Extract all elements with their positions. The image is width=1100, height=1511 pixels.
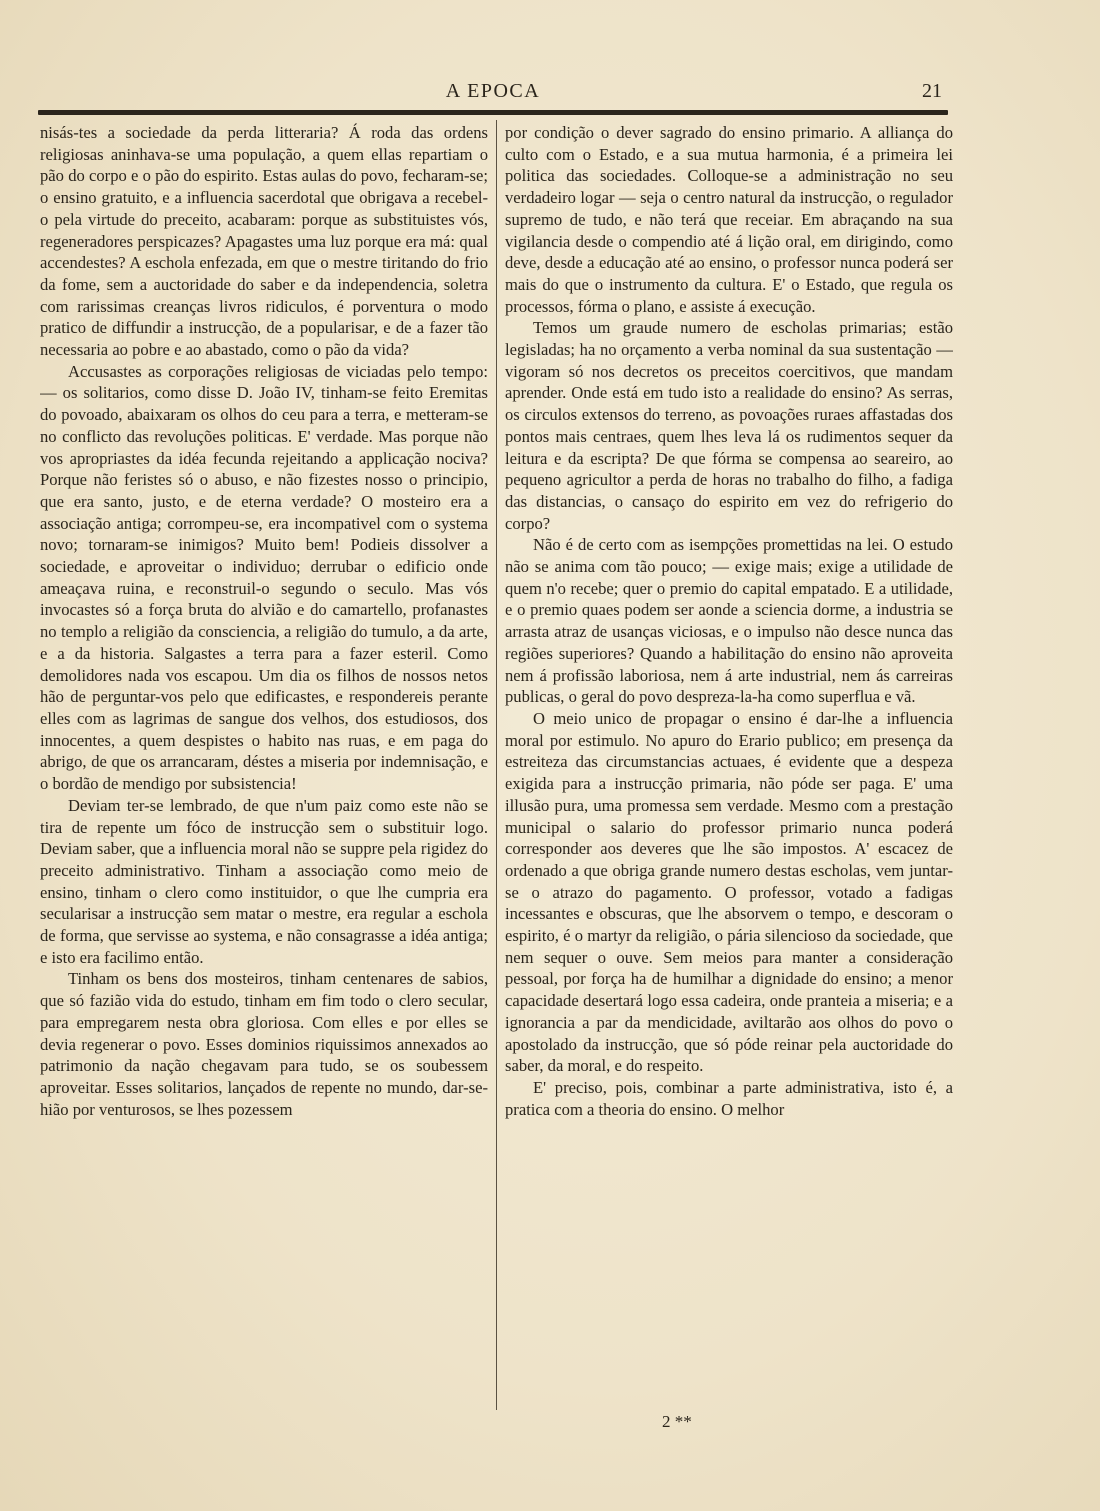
paragraph: Tinham os bens dos mosteiros, tinham centenares de sabios, que só fazião vida do estudo, tinham em fim todo o clero secular, para empregarem nesta obra gloriosa. Com elles e por elles se devia regenerar o povo. Esses dominios riquissimos annexados ao patrimonio da nação chegavam para tudo, se os soubessem aproveitar. Esses solitarios, lançados de repente no mundo, dar-se-hião por venturosos, se lhes pozessem	[40, 969, 488, 1119]
left-column	[40, 122, 488, 1414]
column-divider	[496, 120, 497, 1410]
paragraph: O meio unico de propagar o ensino é dar-lhe a influencia moral por estimulo. No apuro do Erario publico; em presença da estreiteza das circumstancias actuaes, é evidente que a despeza exigida para a instrucção primaria, não póde ser paga. E' uma illusão pura, uma promessa sem verdade. Mesmo com a prestação municipal o salario do professor primario nunca poderá corresponder aos deveres que lhe são impostos. A' escacez de ordenado a que obriga grande numero destas escholas, vem juntar-se o atrazo do pagamento. O professor, votado a fadigas incessantes e obscuras, que lhe absorvem o tempo, e descoram o espirito, é o martyr da religião, o pária silencioso da sociedade, que nem sequer o ouve. Sem meios para manter a consideração pessoal, por força ha de humilhar a dignidade do ensino; a menor capacidade desertará logo essa cadeira, onde pranteia a miseria; e a ignorancia a par da mendicidade, aviltarão aos olhos do povo o apostolado da instrucção, que só póde reinar pela auctoridade do saber, da moral, e do respeito.	[505, 708, 953, 1076]
paragraph: E' preciso, pois, combinar a parte administrativa, isto é, a pratica com a theoria do ensino. O melhor	[505, 1077, 953, 1119]
paragraph: Accusastes as corporações religiosas de viciadas pelo tempo: — os solitarios, como disse D. João IV, tinham-se feito Eremitas do povoado, abaixaram os olhos do ceu para a terra, e metteram-se no conflicto das revoluções politicas. E' verdade. Mas porque não vos apropriastes da idéa fecunda rejeitando a applicação nociva? Porque não feristes só o abuso, e não fizestes nosso o principio, que era santo, justo, e de eterna verdade? O mosteiro era a associação antiga; corrompeu-se, era incompativel com o systema novo; tornaram-se inimigos? Muito bem! Podieis dissolver a sociedade, e aproveitar o individuo; derrubar o edificio onde ameaçava ruina, e reconstruil-o segundo o seculo. Mas vós invocastes só a força bruta do alvião e do camartello, profanastes no templo a religião da consciencia, a religião do tumulo, a da arte, e a da historia. Salgastes a terra para a fazer esteril. Como demolidores nada vos escapou. Um dia os filhos de nossos netos hão de perguntar-vos pelo que edificastes, e respondereis perante elles com as lagrimas de sangue dos velhos, dos estudiosos, dos innocentes, a quem despistes o habito nas ruas, e em paga do abrigo, de que os arrancaram, déstes a miseria por indemnisação, e o bordão de mendigo por subsistencia!	[40, 361, 488, 794]
paragraph: por condição o dever sagrado do ensino primario. A alliança do culto com o Estado, e a sua mutua harmonia, é a primeira lei politica das sociedades. Colloque-se a administração no seu verdadeiro logar — seja o centro natural da instrucção, o regulador supremo de tudo, e não terá que receiar. Em abraçando na sua vigilancia desde o compendio até á lição oral, em dirigindo, como deve, desde a educação até ao ensino, o professor nunca poderá ser mais do que o instrumento da cultura. E' o Estado, que regula os processos, fórma o plano, e assiste á execução.	[505, 123, 953, 316]
right-column	[505, 122, 953, 1414]
running-title: A EPOCA	[445, 80, 541, 102]
page-header	[38, 80, 948, 108]
paragraph: Não é de certo com as isempções promettidas na lei. O estudo não se anima com tão pouco; — exige mais; exige a utilidade de quem n'o recebe; quer o premio do capital empatado. E a utilidade, e o premio quaes podem ser aonde a sciencia dorme, a industria se arrasta atraz de usanças viciosas, e o impulso não desce nunca das regiões superiores? Quando a habilitação do ensino não aproveita nem á profissão laboriosa, nem á arte industrial, nem ás carreiras publicas, o geral do povo despreza-la-ha como superflua e vã.	[505, 535, 953, 707]
paragraph: Deviam ter-se lembrado, de que n'um paiz como este não se tira de repente um fóco de instrucção sem o substituir logo. Deviam saber, que a influencia moral não se suppre pela rigidez do preceito administrativo. Tinham a associação como meio de ensino, tinham o clero como instituidor, o que lhe cumpria era secularisar a instrucção sem matar o mestre, era regular a eschola de forma, que servisse ao systema, e não consagrasse a idéa antiga; e isto era facilimo então.	[40, 795, 488, 967]
paragraph: Temos um graude numero de escholas primarias; estão legisladas; ha no orçamento a verba nominal da sua sustentação — vigoram só nos decretos os preceitos coercitivos, que mandam aprender. Onde está em tudo isto a realidade do ensino? As serras, os circulos extensos do terreno, as povoações ruraes affastadas dos pontos mais centraes, quem lhes leva lá os rudimentos sequer da leitura e da escripta? De que fórma se compensa ao seareiro, ao pequeno agricultor a perda de horas no trabalho do filho, a fadiga das distancias, o cansaço do espirito em vez do refrigerio do corpo?	[505, 318, 953, 533]
paragraph: nisás-tes a sociedade da perda litteraria? Á roda das ordens religiosas aninhava-se uma população, a quem ellas repartiam o pão do corpo e o pão do espirito. Estas aulas do povo, fecharam-se; o ensino gratuito, e a influencia sacerdotal que obrigava a recebel-o pela virtude do preceito, acabaram: porque as substituistes vós, regeneradores perspicazes? Apagastes uma luz porque era má: qual accendestes? A eschola enfezada, em que o mestre tiritando do frio da fome, sem a auctoridade do saber e da independencia, soletra com rarissimas creanças livros ridiculos, é porventura o modo pratico de diffundir a instrucção, de a popularisar, e de a fazer tão necessaria ao pobre e ao abastado, como o pão da vida?	[40, 123, 488, 360]
header-rule	[38, 110, 948, 115]
page-number: 21	[922, 80, 942, 102]
printer-signature-mark: 2 **	[662, 1412, 692, 1431]
